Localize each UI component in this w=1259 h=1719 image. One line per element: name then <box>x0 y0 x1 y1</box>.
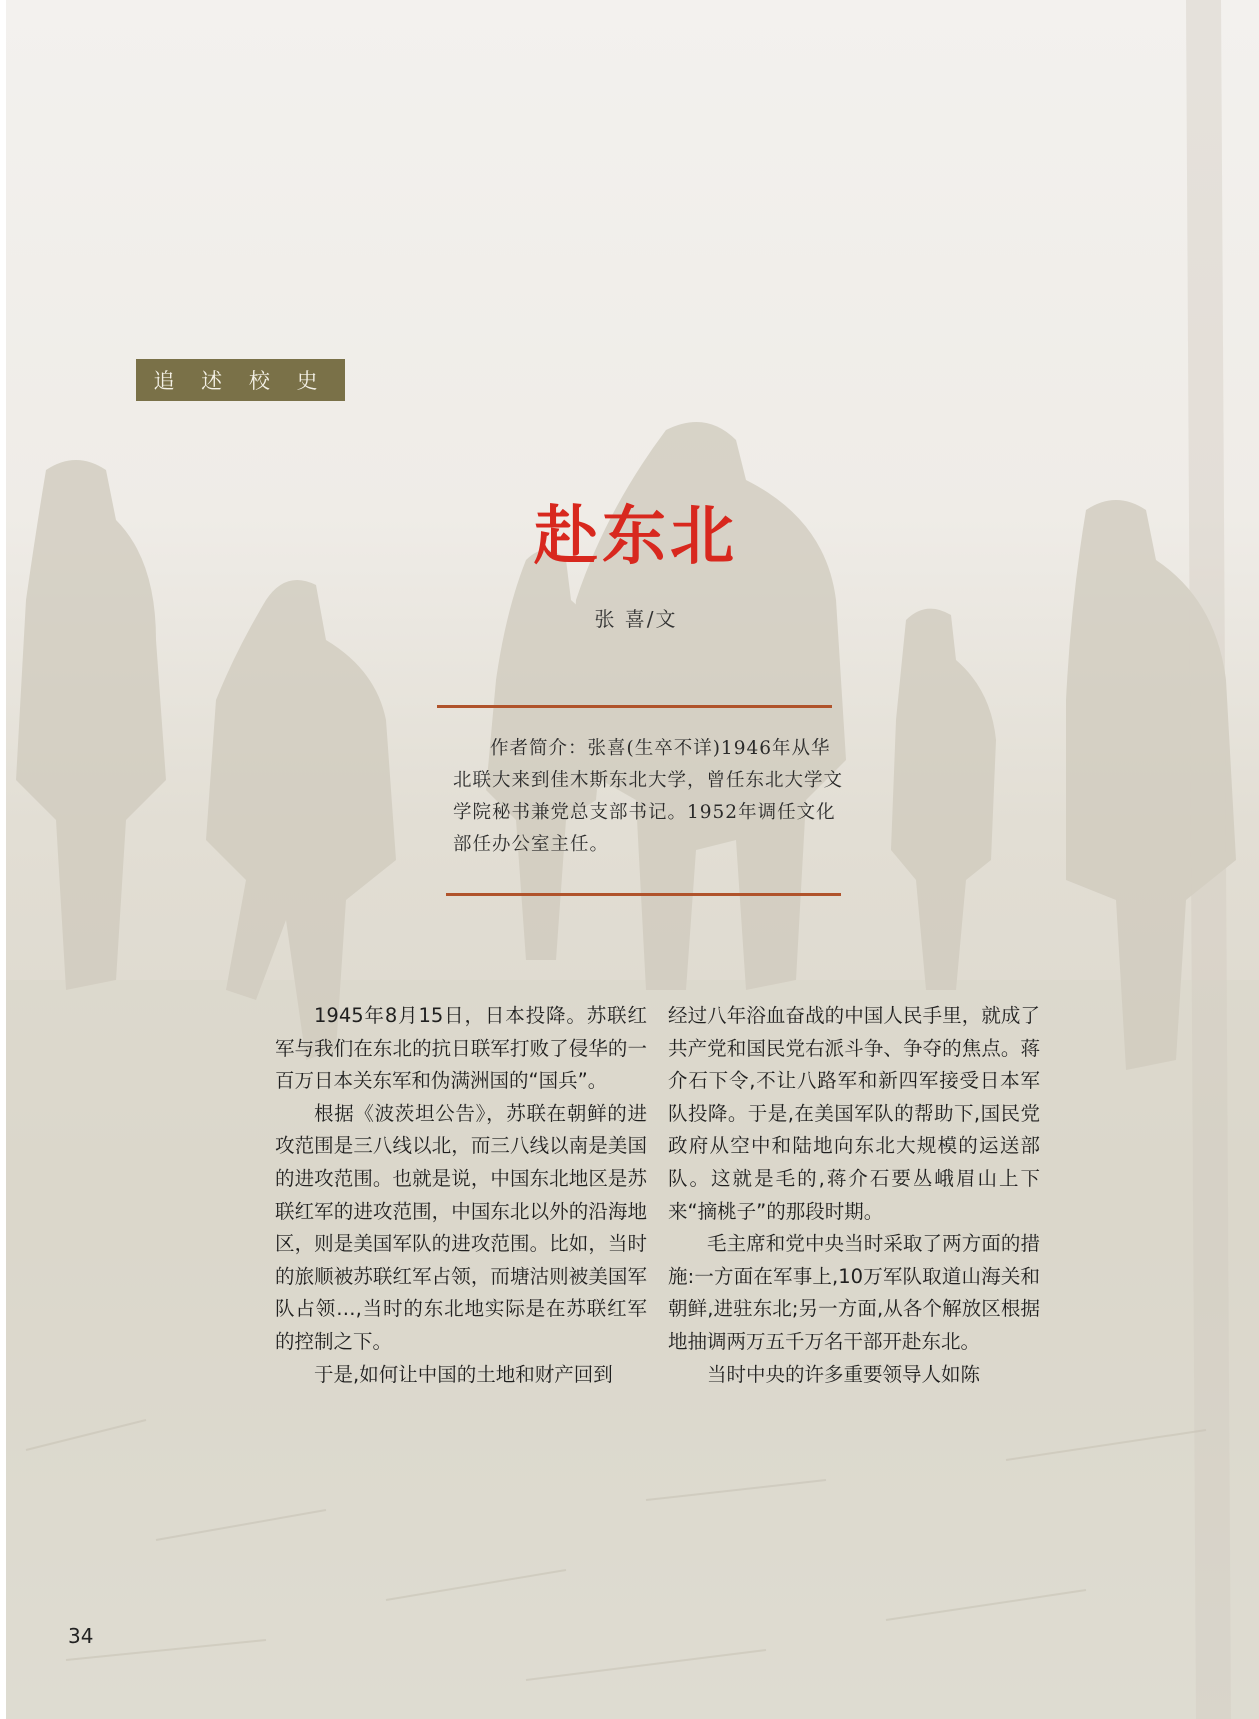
divider-bottom <box>446 893 841 896</box>
byline: 张 喜/文 <box>594 607 678 631</box>
paragraph: 经过八年浴血奋战的中国人民手里，就成了共产党和国民党右派斗争、争夺的焦点。蒋介石下令,不让八路军和新四军接受日本军队投降。于是,在美国军队的帮助下,国民党政府从空中和陆地向东北大规模的运送部队。这就是毛的,蒋介石要丛峨眉山上下来“摘桃子”的那段时期。 <box>668 1004 1040 1223</box>
body-column-left <box>275 1000 647 1391</box>
paragraph: 1945年8月15日，日本投降。苏联红军与我们在东北的抗日联军打败了侵华的一百万日本关东军和伪满洲国的“国兵”。 <box>275 1004 647 1093</box>
section-tag: 追 述 校 史 <box>136 359 345 401</box>
body-column-right <box>668 1000 1040 1391</box>
article-title: 赴东北 <box>534 499 738 574</box>
divider-top <box>437 705 832 708</box>
paragraph: 于是,如何让中国的土地和财产回到 <box>314 1362 613 1386</box>
author-bio: 作者简介：张喜(生卒不详)1946年从华北联大来到佳木斯东北大学，曾任东北大学文学院秘书兼党总支部书记。1952年调任文化部任办公室主任。 <box>453 738 844 855</box>
paragraph: 毛主席和党中央当时采取了两方面的措施:一方面在军事上,10万军队取道山海关和朝鲜,进驻东北;另一方面,从各个解放区根据地抽调两万五千万名干部开赴东北。 <box>668 1232 1040 1353</box>
magazine-page <box>6 0 1259 1719</box>
paragraph: 根据《波茨坦公告》，苏联在朝鲜的进攻范围是三八线以北，而三八线以南是美国的进攻范围。也就是说，中国东北地区是苏联红军的进攻范围，中国东北以外的沿海地区，则是美国军队的进攻范围。比如，当时的旅顺被苏联红军占领，而塘沽则被美国军队占领…,当时的东北地实际是在苏联红军的控制之下。 <box>275 1101 647 1353</box>
paragraph: 当时中央的许多重要领导人如陈 <box>707 1362 981 1386</box>
page-number: 34 <box>68 1624 94 1648</box>
